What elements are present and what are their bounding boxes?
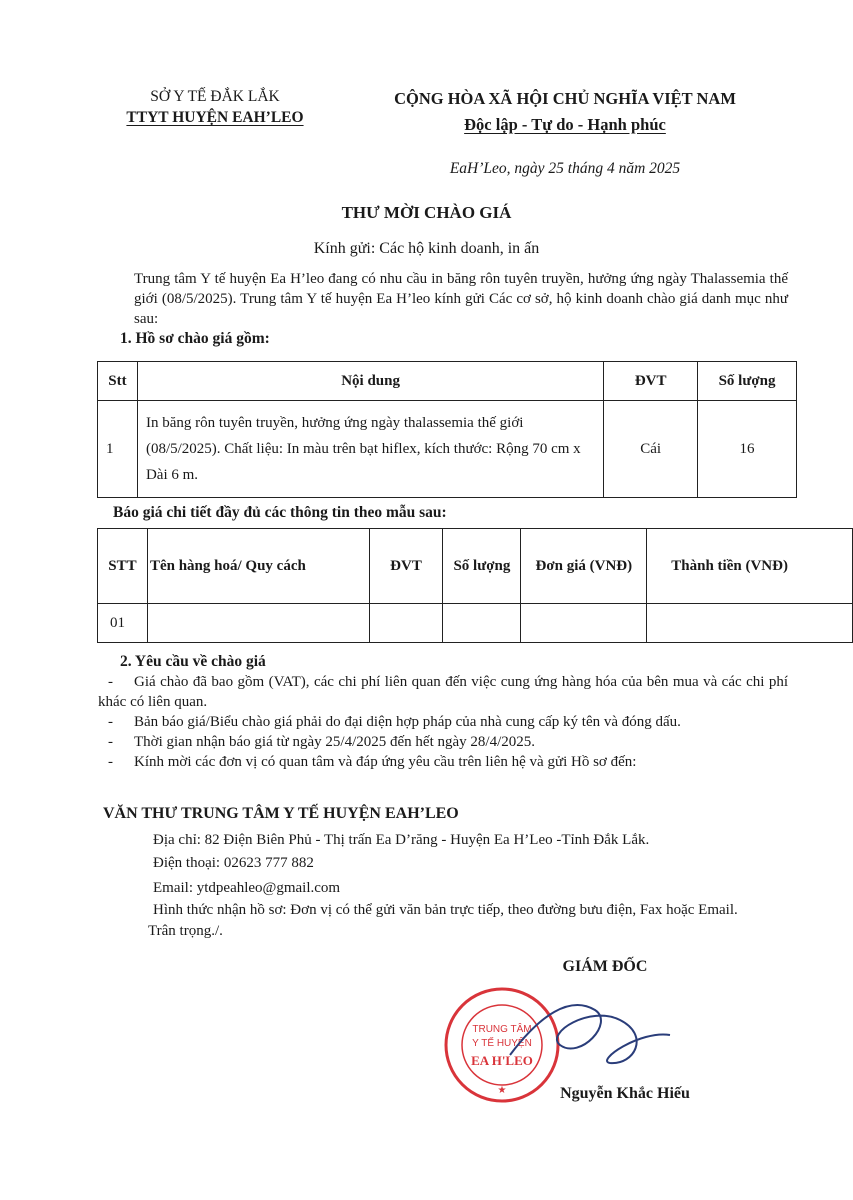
header-item-spec: Tên hàng hoá/ Quy cách (147, 529, 369, 604)
closing-line: Trân trọng./. (148, 923, 223, 939)
header-content: Nội dung (137, 362, 603, 401)
quote-template-table (97, 528, 853, 643)
contact-address: Địa chỉ: 82 Điện Biên Phủ - Thị trấn Ea D’răng - Huyện Ea H’Leo -Tỉnh Đắk Lắk. (153, 832, 650, 848)
contact-method: Hình thức nhận hồ sơ: Đơn vị có thể gửi văn bản trực tiếp, theo đường bưu điện, Fax hoặc Email. (153, 902, 738, 918)
header-unit-price: Đơn giá (VNĐ) (521, 529, 647, 604)
header-unit: ĐVT (369, 529, 443, 604)
cell-item-spec (147, 604, 369, 643)
document-date: EaH’Leo, ngày 25 tháng 4 năm 2025 (449, 160, 681, 177)
issuer-block (100, 86, 330, 128)
intro-text: Trung tâm Y tế huyện Ea H’leo đang có nhu cầu in băng rôn tuyên truyền, hưởng ứng ngày Thalassemia thế giới (08/5/2025). Trung tâm Y tế huyện Ea H’leo kính gửi Các cơ sở, hộ kinh doanh chào giá danh mục như sau: (134, 271, 788, 327)
quote-template-caption: Báo giá chi tiết đầy đủ các thông tin theo mẫu sau: (113, 504, 447, 521)
handwritten-signature (500, 975, 680, 1085)
seal-text-2: Y TẾ HUYỆN (472, 1038, 532, 1049)
header-quantity: Số lượng (698, 362, 797, 401)
cell-total (647, 604, 853, 643)
header-stt: STT (98, 529, 148, 604)
contact-phone: Điện thoại: 02623 777 882 (153, 855, 314, 871)
signer-name: Nguyễn Khắc Hiếu (560, 1085, 690, 1102)
item-table-header (98, 362, 797, 401)
header-quantity: Số lượng (443, 529, 521, 604)
seal-text-1: TRUNG TÂM (472, 1024, 532, 1035)
header-total: Thành tiền (VNĐ) (647, 529, 853, 604)
intro-paragraph (98, 269, 788, 349)
cell-stt: 1 (98, 401, 138, 498)
national-title: CỘNG HÒA XÃ HỘI CHỦ NGHĨA VIỆT NAM (394, 89, 736, 108)
cell-unit (369, 604, 443, 643)
section-2-heading: 2. Yêu cầu về chào giá (120, 653, 266, 670)
document-title: THƯ MỜI CHÀO GIÁ (341, 203, 512, 222)
issuer-parent: SỞ Y TẾ ĐẮK LẮK (150, 88, 280, 105)
contact-block (98, 830, 788, 941)
requirement-item: - Kính mời các đơn vị có quan tâm và đáp ứng yêu cầu trên liên hệ và gửi Hồ sơ đến: (108, 754, 637, 770)
issuer-name: TTYT HUYỆN EAH’LEO (126, 109, 304, 126)
cell-content: In băng rôn tuyên truyền, hưởng ứng ngày thalassemia thế giới (08/5/2025). Chất liệu: In màu trên bạt hiflex, kích thước: Rộng 70 cm x Dài 6 m. (137, 401, 603, 498)
requirements-section (98, 652, 788, 772)
header-stt: Stt (98, 362, 138, 401)
section-1-heading: 1. Hồ sơ chào giá gồm: (120, 330, 270, 347)
contact-email: Email: ytdpeahleo@gmail.com (153, 880, 341, 896)
national-motto-block (350, 86, 780, 138)
cell-unit-price (521, 604, 647, 643)
cell-quantity: 16 (698, 401, 797, 498)
cell-unit: Cái (604, 401, 698, 498)
national-motto: Độc lập - Tự do - Hạnh phúc (464, 115, 666, 134)
recipient-line: Kính gửi: Các hộ kinh doanh, in ấn (313, 240, 540, 257)
seal-text-3: EA H'LEO (471, 1053, 533, 1068)
table-row (98, 401, 797, 498)
requirement-item: - Thời gian nhận báo giá từ ngày 25/4/2025 đến hết ngày 28/4/2025. (108, 734, 535, 750)
seal-star: ★ (497, 1085, 507, 1096)
item-table (97, 361, 797, 498)
signer-title: GIÁM ĐỐC (562, 958, 648, 975)
table-row (98, 604, 853, 643)
cell-quantity (443, 604, 521, 643)
requirement-item: - Bản báo giá/Biểu chào giá phải do đại diện hợp pháp của nhà cung cấp ký tên và đóng dấu. (108, 714, 681, 730)
recipient-office: VĂN THƯ TRUNG TÂM Y TẾ HUYỆN EAH’LEO (103, 805, 459, 822)
quote-table-header (98, 529, 853, 604)
requirement-item: - Giá chào đã bao gồm (VAT), các chi phí liên quan đến việc cung ứng hàng hóa của bên mua và các chi phí khác có liên quan. (98, 674, 788, 710)
header-unit: ĐVT (604, 362, 698, 401)
cell-stt: 01 (98, 604, 148, 643)
